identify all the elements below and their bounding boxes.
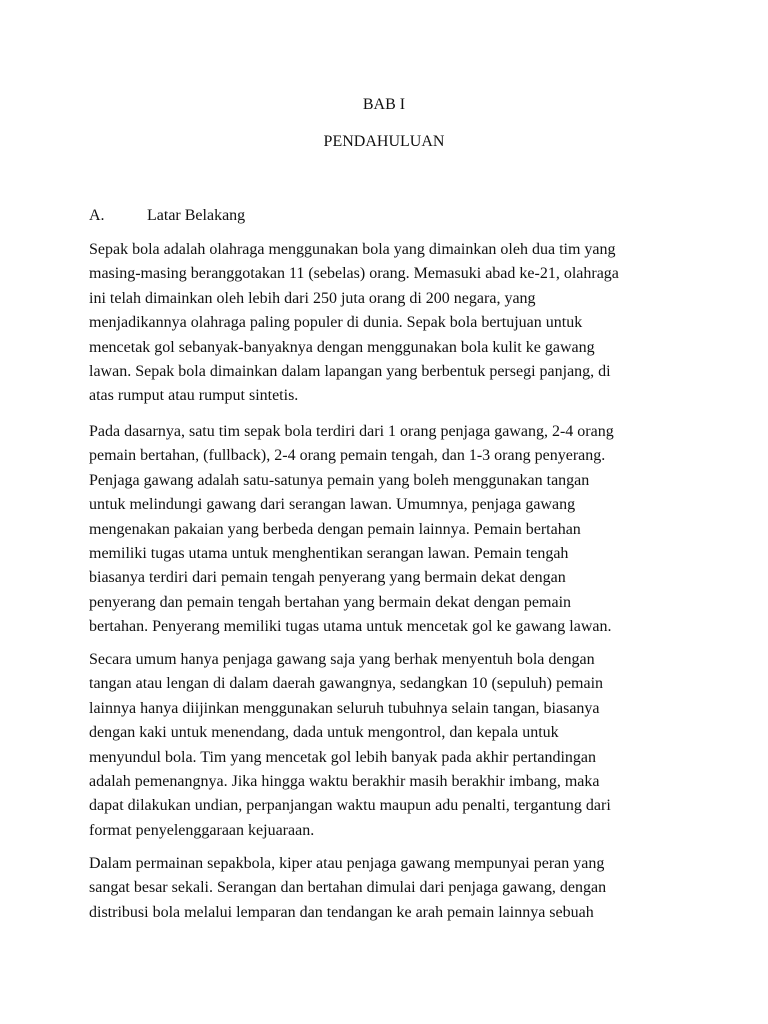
chapter-title: PENDAHULUAN [323, 133, 445, 150]
paragraph-line: ini telah dimainkan oleh lebih dari 250 juta orang di 200 negara, yang [89, 289, 536, 307]
paragraph-line: mengenakan pakaian yang berbeda dengan pemain lainnya. Pemain bertahan [89, 520, 581, 538]
section-heading [89, 206, 245, 226]
paragraph-line: distribusi bola melalui lemparan dan tendangan ke arah pemain lainnya sebuah [89, 903, 594, 921]
section-title: Latar Belakang [147, 207, 246, 224]
paragraph-line: memiliki tugas utama untuk menghentikan serangan lawan. Pemain tengah [89, 545, 569, 563]
paragraph-line: penyerang dan pemain tengah bertahan yang bermain dekat dengan pemain [89, 593, 572, 611]
section-number: A. [89, 207, 105, 224]
paragraph-3 [89, 648, 611, 843]
paragraph-line: untuk melindungi gawang dari serangan lawan. Umumnya, penjaga gawang [89, 496, 576, 514]
paragraph-line: Secara umum hanya penjaga gawang saja yang berhak menyentuh bola dengan [89, 651, 595, 668]
paragraph-line: masing-masing beranggotakan 11 (sebelas) orang. Memasuki abad ke-21, olahraga [89, 265, 619, 283]
paragraph-line: atas rumput atau rumput sintetis. [89, 387, 299, 405]
paragraph-line: Penjaga gawang adalah satu-satunya pemain yang boleh menggunakan tangan [89, 471, 590, 489]
paragraph-line: menjadikannya olahraga paling populer di dunia. Sepak bola bertujuan untuk [89, 314, 583, 332]
paragraph-line: Pada dasarnya, satu tim sepak bola terdiri dari 1 orang penjaga gawang, 2-4 orang [89, 423, 614, 440]
paragraph-line: Sepak bola adalah olahraga menggunakan bola yang dimainkan oleh dua tim yang [89, 241, 616, 258]
paragraph-line: adalah pemenangnya. Jika hingga waktu berakhir masih berakhir imbang, maka [89, 773, 600, 791]
paragraph-line: biasanya terdiri dari pemain tengah penyerang yang bermain dekat dengan [89, 569, 566, 587]
paragraph-line: Dalam permainan sepakbola, kiper atau penjaga gawang mempunyai peran yang [89, 855, 605, 872]
paragraph-line: dengan kaki untuk menendang, dada untuk mengontrol, dan kepala untuk [89, 724, 559, 742]
paragraph-line: mencetak gol sebanyak-banyaknya dengan menggunakan bola kulit ke gawang [89, 338, 595, 356]
paragraph-4 [89, 852, 606, 925]
paragraph-line: lawan. Sepak bola dimainkan dalam lapangan yang berbentuk persegi panjang, di [89, 363, 611, 381]
paragraph-line: format penyelenggaraan kejuaraan. [89, 821, 315, 839]
paragraph-line: pemain bertahan, (fullback), 2-4 orang pemain tengah, dan 1-3 orang penyerang. [89, 447, 606, 465]
paragraph-2 [89, 420, 614, 640]
paragraph-line: menyundul bola. Tim yang mencetak gol lebih banyak pada akhir pertandingan [89, 748, 596, 766]
paragraph-line: dapat dilakukan undian, perpanjangan waktu maupun adu penalti, tergantung dari [89, 797, 611, 815]
paragraph-line: sangat besar sekali. Serangan dan bertahan dimulai dari penjaga gawang, dengan [89, 879, 607, 897]
paragraph-1 [89, 238, 619, 409]
chapter-heading: BAB I [362, 96, 406, 113]
paragraph-line: bertahan. Penyerang memiliki tugas utama untuk mencetak gol ke gawang lawan. [89, 618, 612, 636]
paragraph-line: lainnya hanya diijinkan menggunakan seluruh tubuhnya selain tangan, biasanya [89, 699, 600, 717]
paragraph-line: tangan atau lengan di dalam daerah gawangnya, sedangkan 10 (sepuluh) pemain [89, 675, 604, 693]
